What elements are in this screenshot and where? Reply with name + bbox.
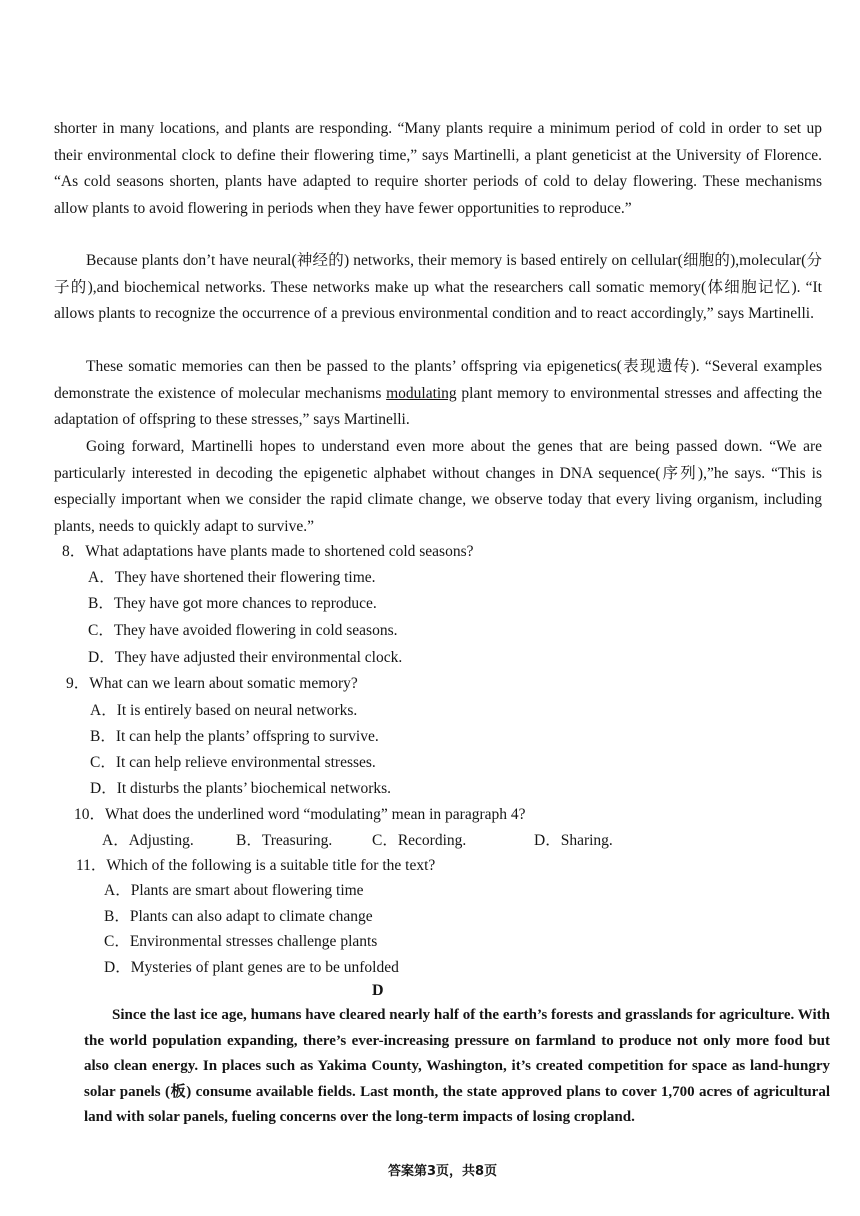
- question-8-option-c: C．They have avoided flowering in cold seasons.: [88, 622, 398, 639]
- question-8-option-d: D．They have adjusted their environmental clock.: [88, 649, 403, 666]
- question-9-option-b: B．It can help the plants’ offspring to survive.: [90, 728, 379, 745]
- question-10-option-d: D．Sharing.: [534, 832, 613, 849]
- question-11-stem: 11．Which of the following is a suitable title for the text?: [76, 857, 436, 874]
- paragraph-text: shorter in many locations, and plants are responding. “Many plants require a minimum period of cold in order to set up their environmental clock to define their flowering time,” says Martinelli, a plant geneticist at the University of Florence. “As cold seasons shorten, plants have adapted to require shorter periods of cold to delay flowering. These mechanisms allow plants to avoid flowering in periods when they have fewer opportunities to reproduce.”: [54, 120, 822, 217]
- question-9-option-a: A．It is entirely based on neural networks.: [90, 702, 358, 719]
- passage-paragraph-2: [54, 248, 822, 328]
- question-9-option-c: C．It can help relieve environmental stresses.: [90, 754, 376, 771]
- question-10-stem: 10．What does the underlined word “modulating” mean in paragraph 4?: [74, 806, 526, 823]
- question-11-option-c: C．Environmental stresses challenge plants: [104, 933, 378, 950]
- paragraph-text: plant memory to environmental stresses and affecting the adaptation of offspring to these stresses,” says Martinelli.: [54, 384, 822, 428]
- question-9-stem: 9．What can we learn about somatic memory?: [66, 675, 358, 692]
- passage-paragraph-3: [54, 354, 822, 434]
- passage-paragraph-1: [54, 116, 822, 222]
- question-11-option-d: D．Mysteries of plant genes are to be unfolded: [104, 959, 399, 976]
- question-8-option-a: A．They have shortened their flowering time.: [88, 569, 376, 586]
- paragraph-text: Because plants don’t have neural(神经的) networks, their memory is based entirely on cellular(细胞的),molecular(分子的),and biochemical networks. These networks make up what the researchers call somatic memory(体细胞记忆). “It allows plants to recognize the occurrence of a previous environmental condition and to react accordingly,” says Martinelli.: [54, 252, 822, 322]
- underlined-word: modulating: [386, 384, 457, 402]
- question-8-option-b: B．They have got more chances to reproduce.: [88, 595, 377, 612]
- question-8-stem: 8．What adaptations have plants made to shortened cold seasons?: [62, 543, 474, 560]
- question-11-option-b: B．Plants can also adapt to climate change: [104, 908, 373, 925]
- paragraph-text: Since the last ice age, humans have cleared nearly half of the earth’s forests and grasslands for agriculture. With the world population expanding, there’s ever-increasing pressure on farmland to produce not only more food but also clean energy. In places such as Yakima County, Washington, it’s created competition for space as land-hungry solar panels (板) consume available fields. Last month, the state approved plans to cover 1,700 acres of agricultural land with solar panels, fueling concerns over the long-term impacts of losing cropland.: [84, 1007, 830, 1126]
- question-10-option-b: B．Treasuring.: [236, 832, 333, 849]
- paragraph-text: These somatic memories can then be passed to the plants’ offspring via epigenetics(表现遗传). “Several examples demonstrate the existence of molecular mechanisms: [54, 358, 822, 402]
- question-11-option-a: A．Plants are smart about flowering time: [104, 882, 364, 899]
- section-heading: D: [372, 982, 384, 999]
- page-footer: 答案第3页，共8页: [388, 1164, 498, 1179]
- question-10-option-c: C．Recording.: [372, 832, 467, 849]
- question-9-option-d: D．It disturbs the plants’ biochemical networks.: [90, 780, 392, 797]
- section-d-paragraph-1: [84, 1003, 830, 1131]
- question-10-option-a: A．Adjusting.: [102, 832, 194, 849]
- paragraph-text: Going forward, Martinelli hopes to understand even more about the genes that are being passed down. “We are particularly interested in decoding the epigenetic alphabet without changes in DNA sequence(序列),”he says. “This is especially important when we consider the rapid climate change, we observe today that every living organism, including plants, needs to quickly adapt to survive.”: [54, 438, 822, 535]
- passage-paragraph-4: [54, 434, 822, 540]
